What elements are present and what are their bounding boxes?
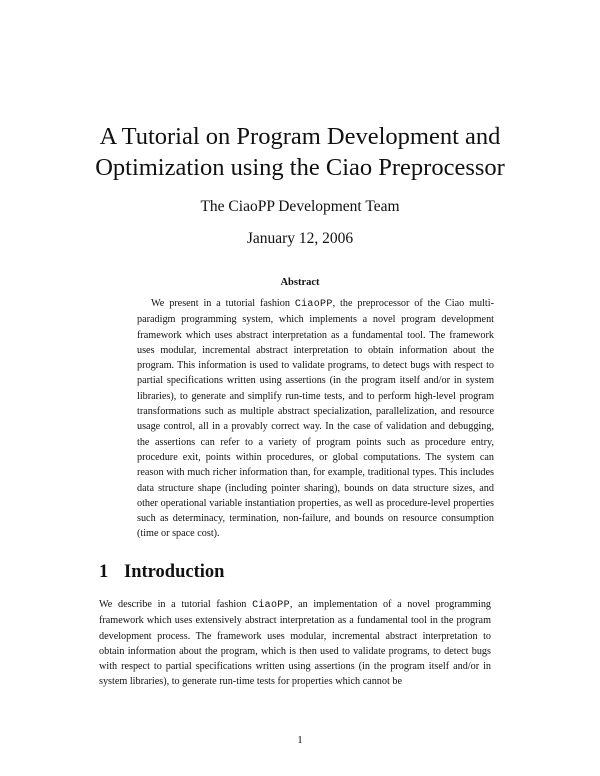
introduction-body <box>99 597 491 690</box>
abstract-heading: Abstract <box>280 277 320 288</box>
page-number: 1 <box>297 734 303 746</box>
date-line: January 12, 2006 <box>246 230 354 247</box>
abstract-body <box>137 296 494 542</box>
abstract-text-start: We present in a tutorial fashion <box>151 298 295 309</box>
author-line: The CiaoPP Development Team <box>200 198 400 215</box>
intro-text-start: We describe in a tutorial fashion <box>99 599 253 610</box>
section-title: Introduction <box>124 562 225 582</box>
abstract-text-rest: , the preprocessor of the Ciao multi-paradigm programming system, which implements a novel program development framework which uses abstract interpretation as a fundamental tool. The framework uses modular, incremental abstract interpretation to obtain information about the program. This information is used to validate programs, to detect bugs with respect to partial specifications written using assertions (in the program itself and/or in system libraries), to generate and simplify run-time tests, and to perform high-level program transformations such as multiple abstract specialization, parallelization, and resource usage control, all in a provably correct way. In the case of validation and debugging, the assertions can refer to a variety of program points such as procedure entry, procedure exit, points within procedures, or global computations. The system can reason with much richer information than, for example, traditional types. This includes data structure shape (including pointer sharing), bounds on data structure sizes, and other operational variable instantiation properties, as well as procedure-level properties such as determinacy, termination, non-failure, and bounds on resource consumption (time or space cost). <box>137 298 494 540</box>
intro-code-name: CiaoPP <box>252 600 290 611</box>
section-number: 1 <box>99 562 109 582</box>
intro-text-rest: , an implementation of a novel programming framework which uses extensively abstract interpretation as a fundamental tool in the program development process. The framework uses modular, incremental abstract interpretation to obtain information about the program, which is then used to validate programs, to detect bugs with respect to partial specifications written using assertions (in the program itself and/or in system libraries), to generate run-time tests for properties which cannot be <box>99 599 492 688</box>
section-heading <box>99 562 224 583</box>
paper-title: A Tutorial on Program Development and Optimization using the Ciao Preprocessor <box>95 123 505 181</box>
abstract-code-name: CiaoPP <box>294 299 333 310</box>
